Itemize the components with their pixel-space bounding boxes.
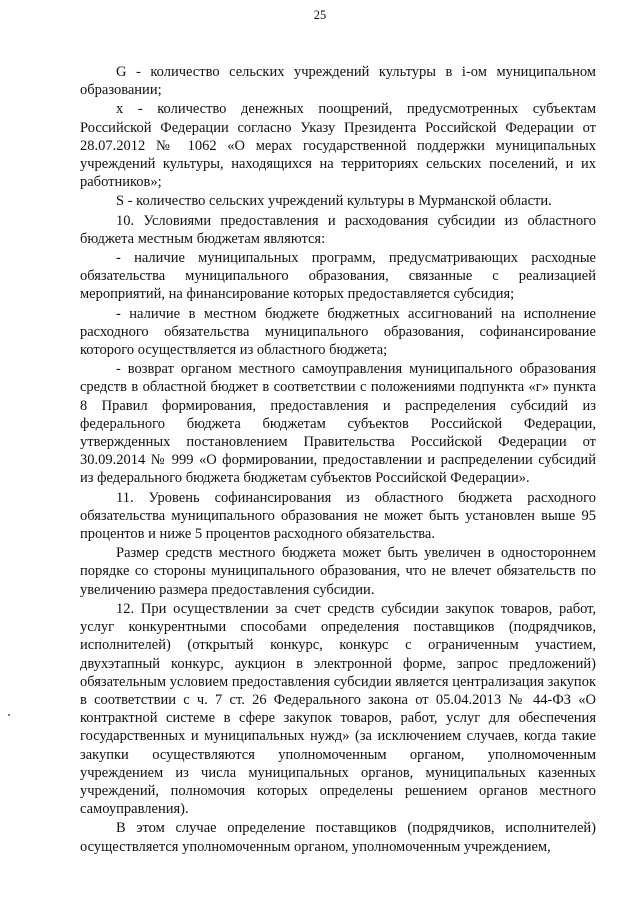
- paragraph-x-definition: x - количество денежных поощрений, предусмотренных субъектам Российской Федерации согласно Указу Президента Российской Федерации от 28.07.2012 № 1062 «О мерах государственной поддержки муниципальных учреждений культуры, находящихся на территориях сельских поселений, и их работников»;: [80, 101, 596, 191]
- paragraph-g-definition: G - количество сельских учреждений культуры в i-ом муниципальном образовании;: [80, 64, 596, 99]
- paragraph-clause-12: 12. При осуществлении за счет средств субсидии закупок товаров, работ, услуг конкурентными способами определения поставщиков (подрядчиков, исполнителей) (открытый конкурс, конкурс с ограниченным участием, двухэтапный конкурс, аукцион в электронной форме, запрос предложений) обязательным условием предоставления субсидии является централизация закупок в соответствии с ч. 7 ст. 26 Федерального закона от 05.04.2013 № 44-ФЗ «О контрактной системе в сфере закупок товаров, работ, услуг для обеспечения государственных и муниципальных нужд» (за исключением случаев, когда такие закупки осуществляются уполномоченным органом, уполномоченным учреждением из числа муниципальных органов, муниципальных казенных учреждений, полномочия которых определены решением органов местного самоуправления).: [80, 600, 596, 818]
- paragraph-condition-refund: - возврат органом местного самоуправления муниципального образования средств в областной бюджет в соответствии с положениями подпункта «г» пункта 8 Правил формирования, предоставления и распределения субсидий из федерального бюджета бюджетам субъектов Российской Федерации, утвержденных постановлением Правительства Российской Федерации от 30.09.2014 № 999 «О формировании, предоставлении и распределении субсидий из федерального бюджета бюджетам субъектов Российской Федерации».: [80, 361, 596, 487]
- paragraph-condition-programs: - наличие муниципальных программ, предусматривающих расходные обязательства муниципального образования, связанные с реализацией мероприятий, на финансирование которых предоставляется субсидия;: [80, 250, 596, 303]
- page-number: 25: [313, 8, 327, 22]
- paragraph-clause-11: 11. Уровень софинансирования из областного бюджета расходного обязательства муниципального образования не может быть установлен выше 95 процентов и ниже 5 процентов расходного обязательства.: [80, 489, 596, 543]
- paragraph-supplier-determination: В этом случае определение поставщиков (подрядчиков, исполнителей) осуществляется уполномоченным органом, уполномоченным учреждением,: [80, 820, 596, 855]
- paragraph-clause-10: 10. Условиями предоставления и расходования субсидии из областного бюджета местным бюджетам являются:: [80, 212, 596, 247]
- paragraph-local-budget: Размер средств местного бюджета может быть увеличен в одностороннем порядке со стороны муниципального образования, что не влечет обязательств по увеличению размера предоставления субсидии.: [80, 545, 596, 598]
- margin-mark: [8, 714, 10, 716]
- document-body: [80, 63, 596, 857]
- paragraph-condition-allocations: - наличие в местном бюджете бюджетных ассигнований на исполнение расходного обязательства муниципального образования, софинансирование которого осуществляется из областного бюджета;: [80, 305, 596, 359]
- paragraph-s-definition: S - количество сельских учреждений культуры в Мурманской области.: [116, 193, 552, 210]
